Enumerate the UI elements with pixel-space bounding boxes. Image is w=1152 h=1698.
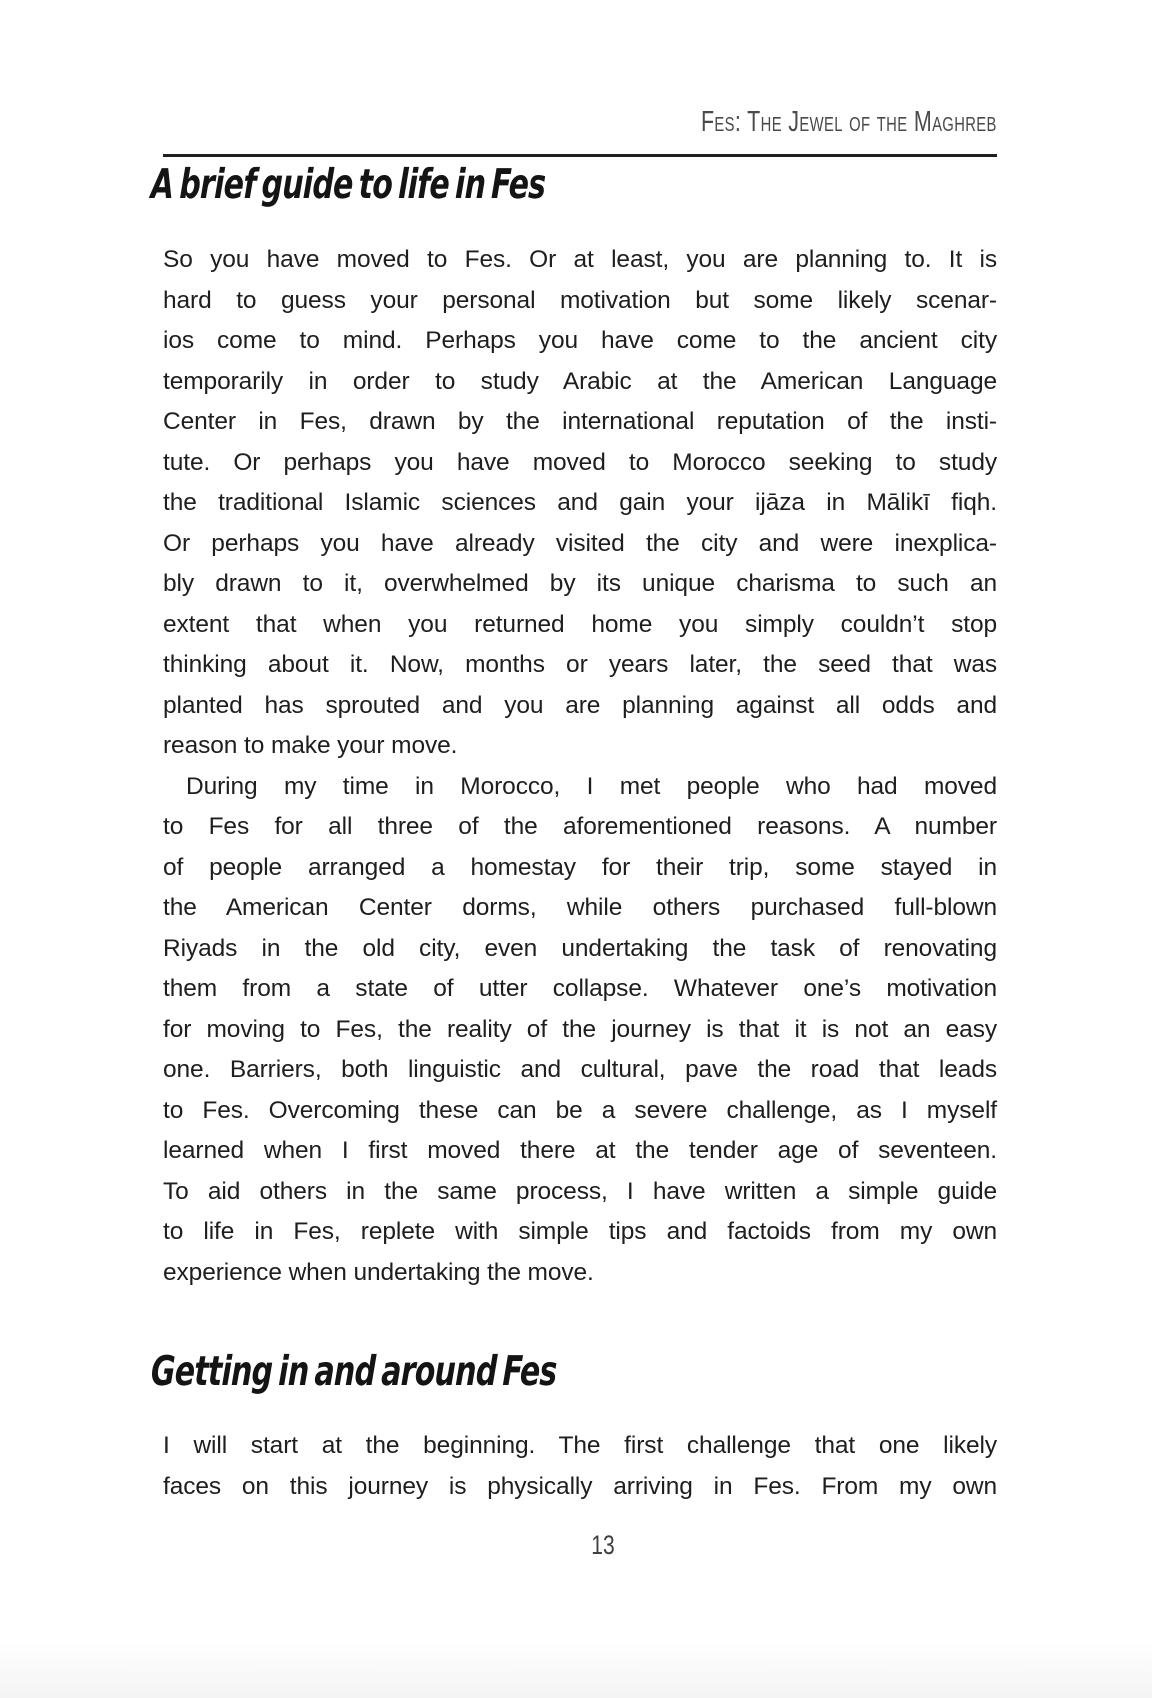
text-line-content: to Fes. Overcoming these can be a severe challenge, as I myself — [163, 1096, 997, 1124]
text-line — [163, 443, 997, 484]
text-line-content: of people arranged a homestay for their trip, some stayed in — [163, 853, 997, 881]
text-line — [163, 726, 997, 767]
text-line-content: ios come to mind. Perhaps you have come to the ancient city — [163, 327, 997, 354]
text-line — [163, 1010, 997, 1051]
section-heading-brief-guide: A brief guide to life in Fes — [150, 160, 546, 208]
text-line — [163, 321, 997, 362]
text-line-content: learned when I first moved there at the tender age of seventeen. — [163, 1137, 997, 1164]
text-line — [163, 848, 997, 889]
text-line — [163, 767, 997, 808]
text-line — [163, 1212, 997, 1253]
text-line-content: faces on this journey is physically arriving in Fes. From my own — [163, 1472, 997, 1500]
text-line-content: bly drawn to it, overwhelmed by its unique charisma to such an — [163, 570, 997, 597]
text-line-content: Or perhaps you have already visited the city and were inexplica- — [163, 529, 997, 557]
text-line-content: the American Center dorms, while others purchased full-blown — [163, 894, 997, 921]
header-rule — [163, 154, 997, 157]
text-line-content: extent that when you returned home you simply couldn’t stop — [163, 610, 997, 638]
text-line — [163, 1172, 997, 1213]
text-line-content: experience when undertaking the move. — [163, 1258, 594, 1286]
text-line-content: thinking about it. Now, months or years later, the seed that was — [163, 651, 997, 678]
text-line-content: So you have moved to Fes. Or at least, you are planning to. It is — [163, 246, 997, 273]
section-heading-getting-around: Getting in and around Fes — [150, 1347, 558, 1395]
text-line — [163, 524, 997, 565]
text-line-content: to life in Fes, replete with simple tips and factoids from my own — [163, 1218, 997, 1245]
text-line — [163, 605, 997, 646]
text-line — [163, 888, 997, 929]
text-line — [163, 929, 997, 970]
text-line-content: During my time in Morocco, I met people who had moved — [186, 772, 997, 800]
text-line — [163, 402, 997, 443]
text-line — [163, 281, 997, 322]
text-line-content: Riyads in the old city, even undertaking the task of renovating — [163, 934, 997, 962]
text-line — [163, 1050, 997, 1091]
text-line-content: them from a state of utter collapse. Whatever one’s motivation — [163, 975, 997, 1002]
section-body-getting-around — [163, 1426, 997, 1507]
text-line — [163, 240, 997, 281]
text-line-content: one. Barriers, both linguistic and cultural, pave the road that leads — [163, 1056, 997, 1083]
text-line — [163, 362, 997, 403]
text-line — [163, 483, 997, 524]
text-line-content: hard to guess your personal motivation but some likely scenar- — [163, 286, 997, 314]
text-line — [163, 1253, 997, 1294]
text-line — [163, 564, 997, 605]
text-line — [163, 686, 997, 727]
section-body-brief-guide — [163, 240, 997, 1293]
running-header: Fes: The Jewel of the Maghreb — [701, 106, 997, 138]
text-line-content: for moving to Fes, the reality of the journey is that it is not an easy — [163, 1015, 997, 1043]
text-line-content: To aid others in the same process, I have written a simple guide — [163, 1177, 997, 1205]
text-line-content: to Fes for all three of the aforementioned reasons. A number — [163, 813, 997, 840]
text-line-content: Center in Fes, drawn by the international reputation of the insti- — [163, 408, 997, 435]
text-line-content: planted has sprouted and you are planning against all odds and — [163, 691, 997, 719]
text-line-content: I will start at the beginning. The first challenge that one likely — [163, 1432, 997, 1459]
page-number: 13 — [591, 1530, 615, 1560]
text-line — [163, 807, 997, 848]
text-line — [163, 1091, 997, 1132]
text-line-content: the traditional Islamic sciences and gain your ijāza in Mālikī fiqh. — [163, 489, 997, 516]
text-line — [163, 1467, 997, 1508]
text-line — [163, 1426, 997, 1467]
text-line — [163, 969, 997, 1010]
text-line — [163, 645, 997, 686]
text-line-content: reason to make your move. — [163, 732, 458, 759]
text-line-content: tute. Or perhaps you have moved to Morocco seeking to study — [163, 448, 997, 476]
text-line-content: temporarily in order to study Arabic at the American Language — [163, 367, 997, 395]
page-bottom-shade — [0, 1640, 1152, 1698]
text-line — [163, 1131, 997, 1172]
